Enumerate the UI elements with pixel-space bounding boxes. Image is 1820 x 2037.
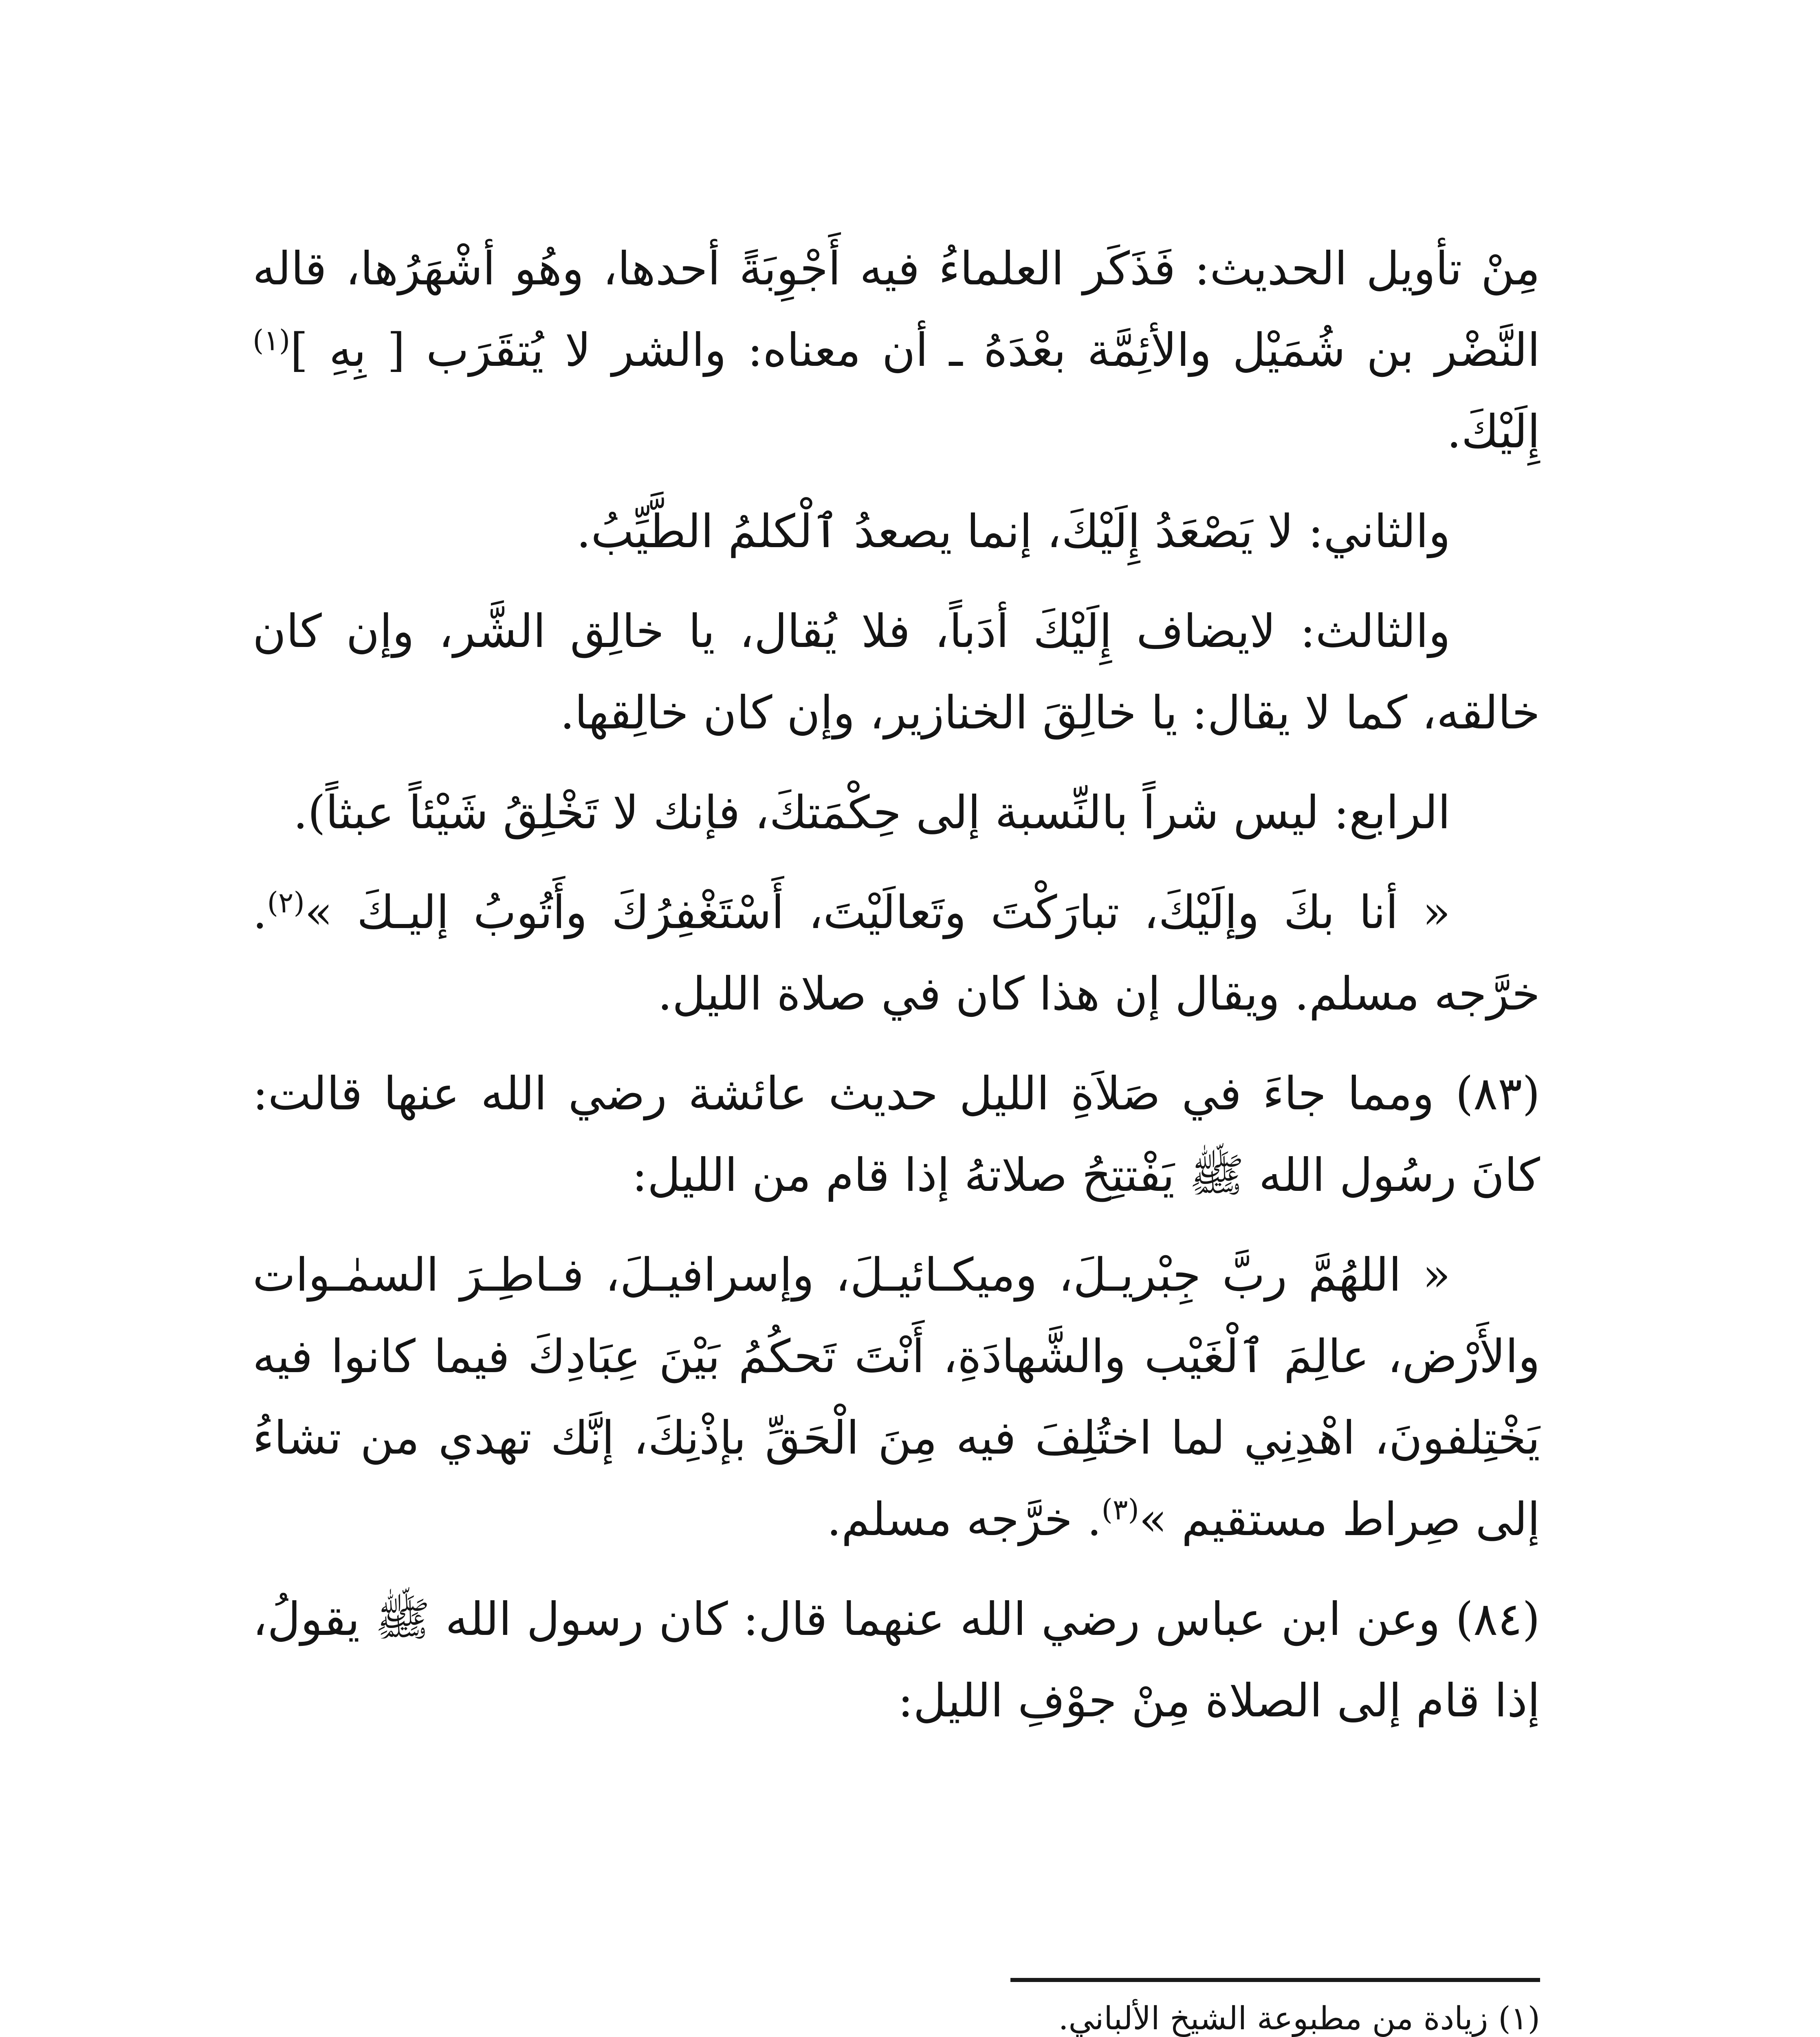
text-line: خالقه، كما لا يقال: يا خالِقَ الخنازير، وإن كان خالِقها. [560, 686, 1540, 739]
paragraph-third [253, 591, 1540, 754]
footnote-divider [1010, 1978, 1540, 1982]
text-line: الرابع: ليس شراً بالنِّسبة إلى حِكْمَتكَ، فإنك لا تَخْلِقُ شَيْئاً عبثاً). [293, 786, 1450, 839]
footnotes [489, 1988, 1540, 2037]
text-line: . خرَّجه مسلم. [827, 1493, 1102, 1546]
text-line: مِنْ تأويل الحديث: فَذَكَر العلماءُ فيه أَجْوِبَةً أحدها، وهُو أشْهَرُها، قاله [253, 242, 1540, 295]
paragraph-dua-2 [253, 1234, 1540, 1560]
paragraph-interpretation [253, 228, 1540, 473]
text-line: خرَّجه مسلم. ويقال إن هذا كان في صلاة الليل. [658, 968, 1540, 1021]
paragraph-hadith-84 [253, 1579, 1540, 1742]
text-line: (٨٤) وعن ابن عباس رضي الله عنهما قال: كان رسول الله ﷺ [375, 1593, 1540, 1646]
main-text [253, 228, 1540, 1742]
text-line: والثاني: لا يَصْعَدُ إِلَيْكَ، إنما يصعدُ ٱلْكلمُ الطَّيِّبُ. [576, 505, 1450, 558]
text-line: كانَ رسُول الله ﷺ يَفْتتِحُ صلاتهُ إذا قام من الليل: [632, 1149, 1540, 1202]
text-line: إِلَيْكَ. [1446, 405, 1540, 458]
text-line: (٨٣) ومما جاءَ في صَلاَةِ الليل حديث عائشة رضي الله عنها قالت: [253, 1067, 1540, 1120]
text-line: النَّضْر بن شُمَيْل والأئِمَّة بعْدَهُ ـ أن معناه: والشر لا يُتقَرَب [ بِهِ ] [290, 324, 1540, 377]
text-line: « أنا بكَ وإلَيْكَ، تبارَكْتَ وتَعالَيْتَ، أَسْتَغْفِرُكَ وأَتُوبُ إليـكَ » [304, 886, 1450, 939]
footnote-1: (١) زيادة من مطبوعة الشيخ الألباني. [1058, 2000, 1540, 2037]
paragraph-fourth [253, 772, 1540, 854]
text-line: يَخْتِلفونَ، اهْدِنِي لما اختُلِفَ فيه مِنَ الْحَقِّ بإذْنِكَ، إنَّك تهدي من تشاءُ [253, 1412, 1540, 1465]
footnote-ref-1: (١) [253, 323, 290, 357]
footnote-ref-3: (٣) [1101, 1493, 1139, 1527]
text-line: والأَرْض، عالِمَ ٱلْغَيْب والشَّهادَةِ، أَنْتَ تَحكُمُ بَيْنَ عِبَادِكَ فيما كانوا فيه [253, 1330, 1540, 1383]
text-line: والثالث: لايضاف إِلَيْكَ أدَباً، فلا يُقال، يا خالِق الشَّر، وإن كان [253, 605, 1450, 658]
footnote-ref-2: (٢) [267, 886, 305, 920]
text-line: « اللهُمَّ ربَّ جِبْريـلَ، وميكـائيـلَ، وإسرافيـلَ، فـاطِـرَ السمٰـوات [253, 1249, 1450, 1302]
paragraph-second [253, 491, 1540, 572]
paragraph-dua-1: « أنا بكَ وإلَيْكَ، تبارَكْتَ وتَعالَيْتَ، أَسْتَغْفِرُكَ وأَتُوبُ إليـكَ »$^{(٢)}$. خرَّجه مسلم. ويقال إن هذا كان في صلاة الليل. [253, 886, 1540, 1021]
text-line: يقولُ، إذا قام إلى الصلاة مِنْ جوْفِ الليل: [253, 1593, 1540, 1727]
paragraph-hadith-83 [253, 1053, 1540, 1216]
text-line: إلى صِراط مستقيم » [1139, 1493, 1540, 1546]
